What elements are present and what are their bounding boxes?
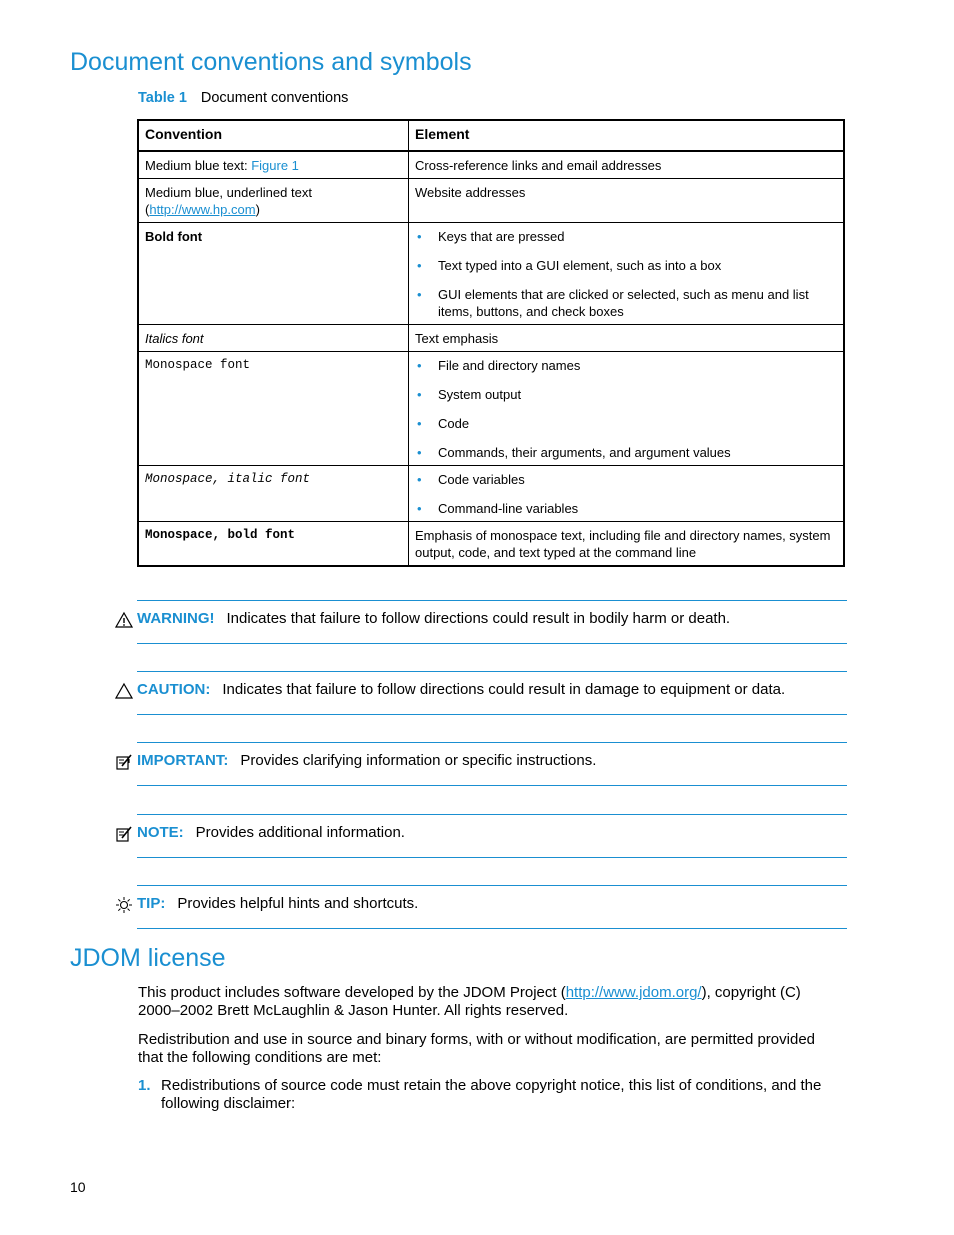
list-number: 1. — [138, 1077, 151, 1094]
note-icon — [115, 825, 133, 843]
warning-notice — [137, 600, 847, 644]
convention-cell — [138, 179, 409, 223]
section-heading-jdom: JDOM license — [70, 944, 226, 972]
element-cell — [409, 223, 845, 325]
element-cell — [409, 352, 845, 466]
element-cell: Emphasis of monospace text, including file and directory names, system output, code, and text typed at the command line — [409, 522, 845, 567]
table-row — [138, 522, 844, 567]
column-header-element: Element — [409, 120, 845, 151]
element-cell — [409, 466, 845, 522]
page-number: 10 — [70, 1179, 86, 1195]
important-label: IMPORTANT: — [137, 752, 229, 769]
jdom-text: ), copyright (C) 2000–2002 Brett McLaughlin & Jason Hunter. All rights reserved. — [138, 984, 801, 1019]
note-notice — [137, 814, 847, 858]
convention-cell: Monospace, bold font — [138, 522, 409, 567]
lightbulb-icon — [115, 896, 133, 914]
jdom-paragraph-2: Redistribution and use in source and binary forms, with or without modification, are permitted provided that the following conditions are met: — [138, 1031, 816, 1066]
jdom-text: This product includes software developed by the JDOM Project ( — [138, 984, 566, 1001]
table-row — [138, 325, 844, 352]
element-cell: Text emphasis — [409, 325, 845, 352]
note-text: Provides additional information. — [195, 824, 405, 841]
jdom-list-item — [138, 1077, 838, 1113]
list-item: • Commands, their arguments, and argument values — [415, 444, 837, 461]
table-row — [138, 179, 844, 223]
convention-cell: Monospace, italic font — [138, 466, 409, 522]
tip-text-line — [137, 895, 418, 912]
important-icon — [115, 753, 133, 771]
caution-label: CAUTION: — [137, 681, 211, 698]
convention-cell: Bold font — [138, 223, 409, 325]
jdom-website-link[interactable]: http://www.jdom.org/ — [565, 984, 702, 1001]
list-item: • System output — [415, 386, 837, 403]
paren-close: ) — [255, 202, 260, 217]
element-cell: Cross-reference links and email addresses — [409, 151, 845, 179]
tip-notice — [137, 885, 847, 929]
important-text-line — [137, 752, 596, 769]
convention-cell: Monospace font — [138, 352, 409, 466]
list-item: • File and directory names — [415, 357, 837, 374]
table-row — [138, 223, 844, 325]
caution-text-line — [137, 681, 785, 698]
warning-label: WARNING! — [137, 610, 215, 627]
hp-website-link[interactable]: http://www.hp.com — [149, 202, 256, 217]
caution-notice — [137, 671, 847, 715]
jdom-paragraph-1 — [138, 984, 838, 1020]
table-row — [138, 466, 844, 522]
note-text-line — [137, 824, 405, 841]
table-caption — [138, 90, 348, 106]
list-item: • Keys that are pressed — [415, 228, 837, 245]
tip-label: TIP: — [137, 895, 166, 912]
column-header-convention: Convention — [138, 120, 409, 151]
bullet-list — [415, 228, 837, 320]
caution-icon — [115, 682, 133, 700]
table-caption-text: Document conventions — [200, 90, 349, 106]
table-row — [138, 151, 844, 179]
bullet-list — [415, 357, 837, 461]
table-header-row — [138, 120, 844, 151]
convention-cell — [138, 151, 409, 179]
bullet-list — [415, 471, 837, 517]
list-item: • Command-line variables — [415, 500, 837, 517]
list-item: • GUI elements that are clicked or selected, such as menu and list items, buttons, and check boxes — [415, 286, 837, 320]
warning-text-line — [137, 610, 730, 627]
list-item-text: Redistributions of source code must retain the above copyright notice, this list of conditions, and the following disclaimer: — [161, 1077, 822, 1112]
note-label: NOTE: — [137, 824, 184, 841]
table-row — [138, 352, 844, 466]
conventions-table — [137, 119, 845, 567]
warning-text: Indicates that failure to follow directions could result in bodily harm or death. — [226, 610, 731, 627]
convention-text: Medium blue, underlined text — [145, 185, 312, 200]
caution-text: Indicates that failure to follow directions could result in damage to equipment or data. — [222, 681, 786, 698]
convention-text: Medium blue text: — [145, 158, 252, 173]
tip-text: Provides helpful hints and shortcuts. — [177, 895, 419, 912]
list-item: • Text typed into a GUI element, such as into a box — [415, 257, 837, 274]
convention-cell: Italics font — [138, 325, 409, 352]
section-heading-conventions: Document conventions and symbols — [70, 48, 472, 76]
element-cell: Website addresses — [409, 179, 845, 223]
warning-icon — [115, 611, 133, 629]
paren-open: ( — [145, 202, 150, 217]
table-caption-label: Table 1 — [138, 90, 187, 106]
figure-reference-link[interactable]: Figure 1 — [251, 158, 299, 173]
important-notice — [137, 742, 847, 786]
list-item: • Code variables — [415, 471, 837, 488]
list-item: • Code — [415, 415, 837, 432]
important-text: Provides clarifying information or specific instructions. — [240, 752, 597, 769]
